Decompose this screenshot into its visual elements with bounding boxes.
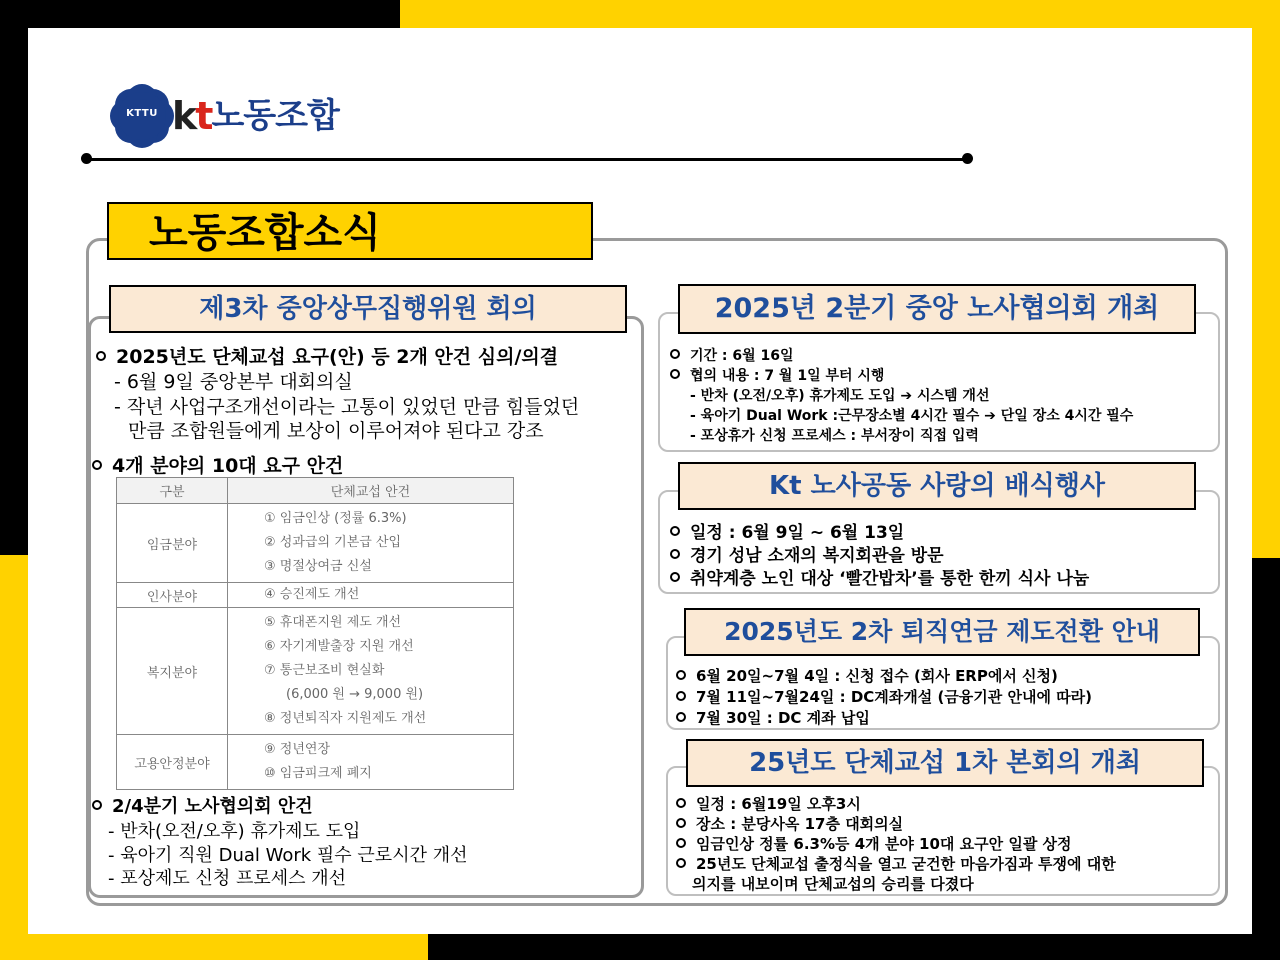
r2-line-2: 경기 성남 소재의 복지회관을 방문 (670, 541, 944, 566)
left-bullet-2: 4개 분야의 10대 요구 안건 (92, 451, 343, 478)
r3-line-2: 7월 11일~7월24일 : DC계좌개설 (금융기관 안내에 따라) (676, 686, 1092, 707)
demands-table (116, 477, 514, 790)
frame-top-right-yellow (400, 0, 1280, 28)
left-bullet-3: 2/4분기 노사협의회 안건 (92, 792, 313, 818)
right-panel-2-header: Kt 노사공동 사랑의 배식행사 (678, 462, 1196, 510)
divider-right-dot (962, 153, 973, 164)
logo-union-name: 노동조합 (211, 96, 339, 136)
frame-bottom-yellow (0, 934, 428, 960)
table-cell-items (228, 608, 514, 735)
table-header-category: 구분 (117, 478, 228, 504)
table-row (117, 504, 514, 583)
table-cell-category: 고용안정분야 (117, 735, 228, 790)
r4-line-1: 일정 : 6월19일 오후3시 (676, 793, 861, 814)
r2-line-3: 취약계층 노인 대상 ‘빨간밥차’를 통한 한끼 식사 나눔 (670, 564, 1089, 589)
right-panel-3-header: 2025년도 2차 퇴직연금 제도전환 안내 (684, 608, 1200, 656)
left-bullet-3-sub3: - 포상제도 신청 프로세스 개선 (108, 868, 347, 889)
r3-line-3: 7월 30일 : DC 계좌 납입 (676, 707, 870, 728)
logo-kt-text: kt (172, 94, 212, 138)
left-bullet-1-sub2: - 작년 사업구조개선이라는 고통이 있었던 만큼 힘들었던 (114, 396, 580, 418)
table-cell-items (228, 735, 514, 790)
left-bullet-3-sub2: - 육아기 직원 Dual Work 필수 근로시간 개선 (108, 845, 468, 866)
table-item: (6,000 원 → 9,000 원) (286, 687, 424, 702)
table-header-row (117, 478, 514, 504)
divider-left-dot (81, 153, 92, 164)
kttu-emblem-icon: KTTU (118, 92, 166, 140)
r1-line-4: - 육아기 Dual Work :근무장소별 4시간 필수 ➔ 단일 장소 4시간 필수 (690, 408, 1134, 424)
section-title: 노동조합소식 (107, 202, 593, 260)
frame-bottom-black (428, 934, 1280, 960)
r1-line-2: 협의 내용 : 7 월 1일 부터 시행 (670, 365, 884, 385)
frame-left-black (0, 0, 28, 555)
left-bullet-1-sub1: - 6월 9일 중앙본부 대회의실 (114, 371, 353, 393)
r2-line-1: 일정 : 6월 9일 ~ 6월 13일 (670, 518, 904, 543)
r1-line-5: - 포상휴가 신청 프로세스 : 부서장이 직접 입력 (690, 428, 979, 444)
table-item: ③ 명절상여금 신설 (264, 559, 372, 574)
r4-line-3: 임금인상 정률 6.3%등 4개 분야 10대 요구안 일괄 상정 (676, 833, 1072, 854)
table-row (117, 583, 514, 608)
table-header-agenda: 단체교섭 안건 (228, 478, 514, 504)
kt-union-logo (118, 92, 339, 140)
table-item: ① 임금인상 (정률 6.3%) (264, 511, 407, 526)
r4-line-4: 25년도 단체교섭 출정식을 열고 굳건한 마음가짐과 투쟁에 대한 (676, 853, 1116, 874)
frame-right-yellow (1252, 0, 1280, 558)
table-cell-category: 복지분야 (117, 608, 228, 735)
right-panel-4-header: 25년도 단체교섭 1차 본회의 개최 (686, 739, 1204, 787)
r1-line-3: - 반차 (오전/오후) 휴가제도 도입 ➔ 시스템 개선 (690, 388, 990, 404)
frame-top-left-black (0, 0, 400, 28)
table-row (117, 735, 514, 790)
table-item: ⑤ 휴대폰지원 제도 개선 (264, 615, 402, 630)
table-cell-category: 인사분야 (117, 583, 228, 608)
r1-line-1: 기간 : 6월 16일 (670, 345, 794, 365)
table-item: ⑦ 통근보조비 현실화 (264, 663, 385, 678)
table-cell-items (228, 583, 514, 608)
r3-line-1: 6월 20일~7월 4일 : 신청 접수 (회사 ERP에서 신청) (676, 665, 1058, 686)
r4-line-2: 장소 : 분당사옥 17층 대회의실 (676, 813, 903, 834)
table-item: ⑧ 정년퇴직자 지원제도 개선 (264, 711, 427, 726)
left-bullet-3-sub1: - 반차(오전/오후) 휴가제도 도입 (108, 821, 361, 842)
header-divider (86, 158, 970, 161)
table-cell-items (228, 504, 514, 583)
right-panel-1-header: 2025년 2분기 중앙 노사협의회 개최 (678, 284, 1196, 334)
table-item: ⑥ 자기계발출장 지원 개선 (264, 639, 414, 654)
table-item: ④ 승진제도 개선 (264, 587, 360, 602)
table-cell-category: 임금분야 (117, 504, 228, 583)
table-item: ⑩ 임금피크제 폐지 (264, 766, 372, 781)
left-panel-header: 제3차 중앙상무집행위원 회의 (109, 285, 627, 333)
table-row (117, 608, 514, 735)
left-bullet-1: 2025년도 단체교섭 요구(안) 등 2개 안건 심의/의결 (96, 342, 558, 369)
left-bullet-1-sub3: 만큼 조합원들에게 보상이 이루어져야 된다고 강조 (128, 420, 544, 442)
table-item: ② 성과급의 기본급 산입 (264, 535, 402, 550)
table-item: ⑨ 정년연장 (264, 742, 331, 757)
frame-right-black (1252, 558, 1280, 960)
r4-line-5: 의지를 내보이며 단체교섭의 승리를 다졌다 (692, 875, 974, 893)
frame-left-yellow (0, 555, 28, 960)
